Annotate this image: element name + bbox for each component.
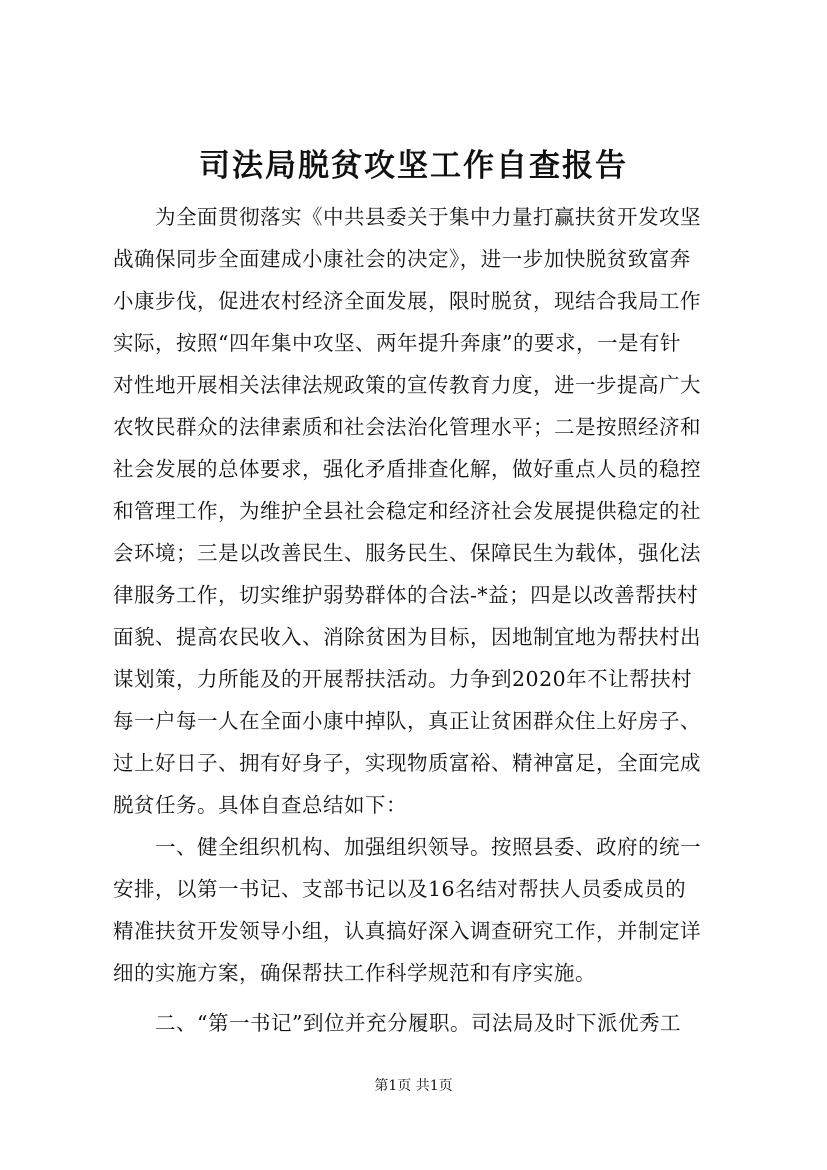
body-line-9: 会环境；三是以改善民生、服务民生、保障民生为载体，强化法 xyxy=(113,541,701,565)
body-line-18: 精准扶贫开发领导小组，认真搞好深入调查研究工作，并制定详 xyxy=(113,919,701,943)
body-line-15: 脱贫任务。具体自查总结如下： xyxy=(113,793,407,817)
document-body xyxy=(113,196,733,1044)
body-line-3: 小康步伐，促进农村经济全面发展，限时脱贫，现结合我局工作 xyxy=(113,289,701,313)
body-line-4: 实际，按照“四年集中攻坚、两年提升奔康”的要求，一是有针 xyxy=(113,331,681,355)
body-line-12: 谋划策，力所能及的开展帮扶活动。力争到2020年不让帮扶村 xyxy=(113,667,693,691)
body-line-19: 细的实施方案，确保帮扶工作科学规范和有序实施。 xyxy=(113,961,596,985)
body-line-13: 每一户每一人在全面小康中掉队，真正让贫困群众住上好房子、 xyxy=(113,709,701,733)
body-line-8: 和管理工作，为维护全县社会稳定和经济社会发展提供稳定的社 xyxy=(113,499,701,523)
body-line-17: 安排，以第一书记、支部书记以及16名结对帮扶人员委成员的 xyxy=(113,877,687,901)
body-line-5: 对性地开展相关法律法规政策的宣传教育力度，进一步提高广大 xyxy=(113,373,701,397)
page-title: 司法局脱贫攻坚工作自查报告 xyxy=(199,148,628,184)
body-line-14: 过上好日子、拥有好身子，实现物质富裕、精神富足，全面完成 xyxy=(113,751,701,775)
body-line-1: 为全面贯彻落实《中共县委关于集中力量打赢扶贫开发攻坚 xyxy=(113,205,701,229)
page-footer: 第1页 共1页 xyxy=(374,1078,453,1094)
body-line-6: 农牧民群众的法律素质和社会法治化管理水平；二是按照经济和 xyxy=(113,415,701,439)
body-line-10: 律服务工作，切实维护弱势群体的合法-*益；四是以改善帮扶村 xyxy=(113,583,699,607)
body-line-11: 面貌、提高农民收入、消除贫困为目标，因地制宜地为帮扶村出 xyxy=(113,625,701,649)
body-line-20: 二、“第一书记”到位并充分履职。司法局及时下派优秀工 xyxy=(113,1011,681,1035)
body-line-7: 社会发展的总体要求，强化矛盾排查化解，做好重点人员的稳控 xyxy=(113,457,701,481)
body-line-2: 战确保同步全面建成小康社会的决定》，进一步加快脱贫致富奔 xyxy=(113,247,691,271)
paragraph-gap xyxy=(113,994,733,1002)
body-line-16: 一、健全组织机构、加强组织领导。按照县委、政府的统一 xyxy=(113,835,701,859)
